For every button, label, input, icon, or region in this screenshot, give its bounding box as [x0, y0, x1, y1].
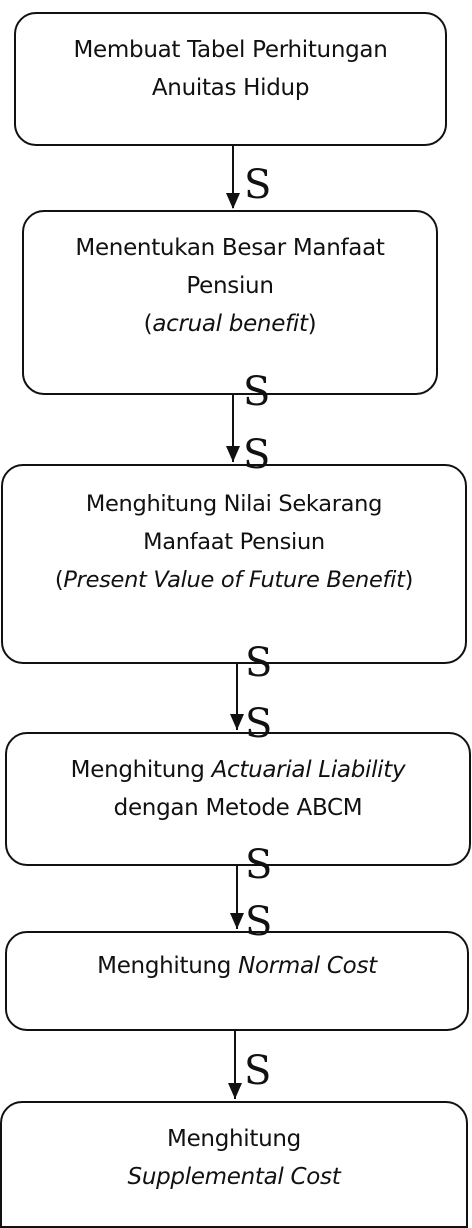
connector-glyph-2a: S: [243, 369, 271, 415]
step-2-line-3: [24, 305, 436, 343]
step-box-4: [5, 732, 471, 866]
step-6-line-1: Menghitung: [167, 1126, 301, 1152]
step-3-line-2: Manfaat Pensiun: [143, 529, 325, 555]
connector-glyph-4a: S: [245, 842, 273, 888]
step-3-paren-close: ): [404, 567, 414, 593]
step-2-paren-close: ): [307, 311, 317, 337]
step-box-6: [0, 1101, 468, 1228]
connector-arrow-5: [228, 1031, 271, 1099]
connector-glyph-2b: S: [243, 432, 271, 478]
arrowhead-icon: [226, 446, 240, 462]
step-6-italic-term: Supplemental Cost: [127, 1164, 341, 1190]
step-2-paren-open: (: [143, 311, 153, 337]
step-4-line-1: [7, 751, 469, 789]
step-4-prefix: Menghitung: [70, 757, 212, 783]
step-5-italic-term: Normal Cost: [238, 953, 377, 979]
connector-glyph-3b: S: [245, 701, 273, 747]
step-6-line-2: [2, 1158, 466, 1196]
step-3-italic-term: Present Value of Future Benefit: [63, 567, 405, 593]
connector-arrow-1: [226, 146, 271, 209]
step-3-line-1: Menghitung Nilai Sekarang: [85, 491, 383, 517]
step-box-5: [5, 931, 469, 1031]
step-3-paren-open: (: [54, 567, 64, 593]
step-1-line-2: Anuitas Hidup: [151, 75, 310, 101]
step-3-line-3: [3, 561, 465, 599]
step-5-prefix: Menghitung: [97, 953, 239, 979]
step-box-1: [14, 12, 447, 146]
connector-glyph-3a: S: [245, 640, 273, 686]
arrowhead-icon: [228, 1083, 242, 1099]
arrowhead-icon: [230, 714, 244, 730]
step-1-line-1: Membuat Tabel Perhitungan: [73, 37, 388, 63]
step-box-2: [22, 210, 438, 395]
step-box-3: [1, 464, 467, 664]
connector-glyph-1: S: [244, 162, 272, 208]
step-2-italic-term: acrual benefit: [152, 311, 308, 337]
step-4-italic-term: Actuarial Liability: [211, 757, 406, 783]
arrowhead-icon: [226, 193, 240, 209]
step-2-line-1: Menentukan Besar Manfaat: [75, 235, 385, 261]
connector-glyph-5: S: [244, 1048, 272, 1094]
step-5-line-1: [7, 947, 467, 985]
step-4-line-2: dengan Metode ABCM: [113, 795, 363, 821]
connector-glyph-4b: S: [245, 899, 273, 945]
step-2-line-2: Pensiun: [186, 273, 274, 299]
arrowhead-icon: [230, 913, 244, 929]
